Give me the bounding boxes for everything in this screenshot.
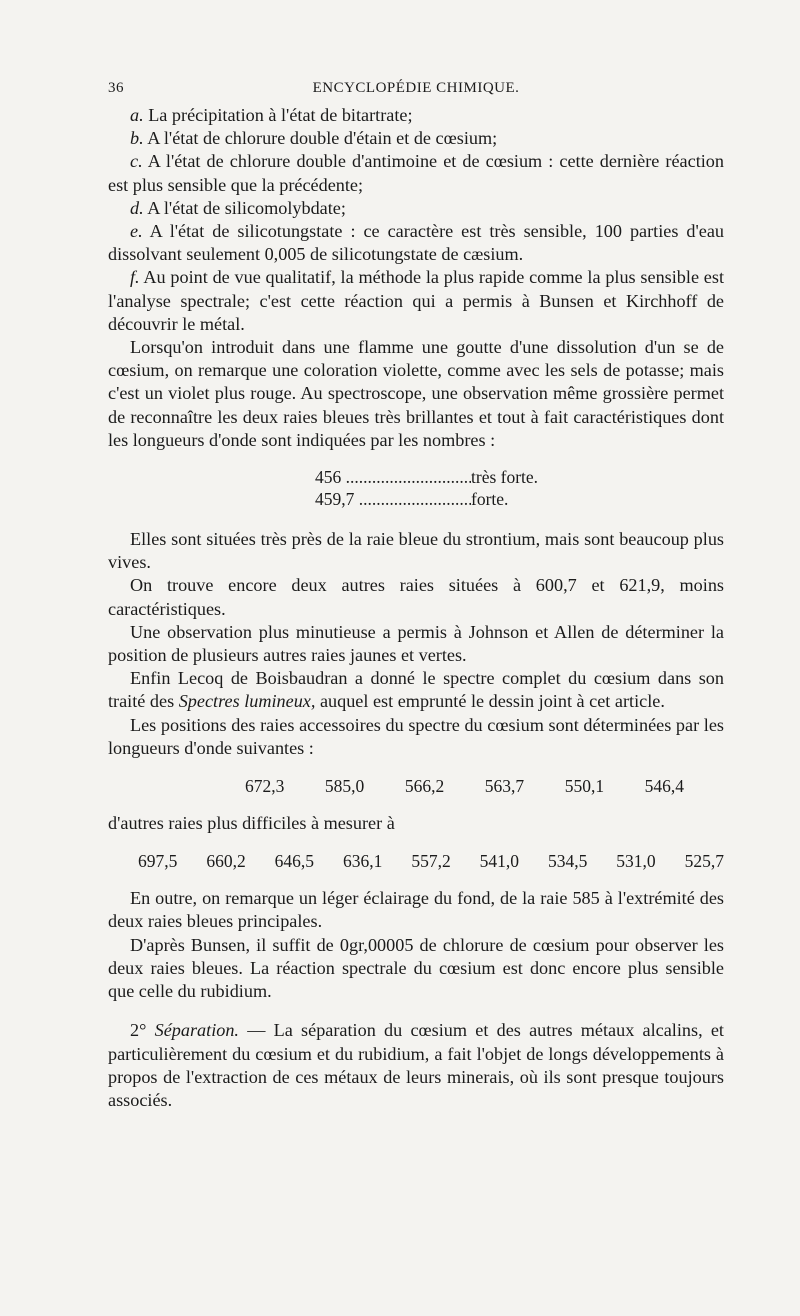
lecoq-text-end: auquel est emprunté le dessin joint à cet article. [315,691,665,712]
list-item-e [108,220,724,266]
list-item-a [108,104,724,127]
page-header [108,76,724,100]
running-title: ENCYCLOPÉDIE CHIMIQUE. [312,80,520,96]
list-label: a. [130,105,144,125]
lecoq-text: Enfin Lecoq de Boisbaudran a donné le spectre complet du cœsium dans son traité des [108,668,724,712]
paragraph-accessory: Les positions des raies accessoires du spectre du cœsium sont déterminées par les longueurs d'onde suivantes : [108,714,724,758]
difficult-wavelength: 557,2 [411,851,451,872]
difficult-wavelength: 646,5 [274,851,315,872]
list-text: A l'état de chlorure double d'étain et de cœsium; [147,128,498,149]
list-text: A l'état de chlorure double d'antimoine et de cœsium : cette dernière réaction est plus sensible que la précédente; [108,151,724,195]
list-label: d. [130,197,144,218]
difficult-wavelength: 531,0 [616,851,656,872]
wavelength-row [315,466,724,488]
list-label: f. [130,267,140,288]
wavelength-table [315,466,724,510]
accessory-wavelength-list [108,774,724,798]
accessory-wavelength: 563,7 [484,776,525,797]
paragraph-separation [108,1019,724,1112]
difficult-wavelength: 541,0 [479,851,520,872]
list-text: A l'état de silicomolybdate; [147,197,346,218]
accessory-wavelength: 546,4 [644,776,684,797]
wavelength-value: 456 ..... [315,466,471,488]
list-item-f [108,266,724,336]
paragraph-two-more: On trouve encore deux autres raies situées à 600,7 et 621,9, moins caractéristiques. [108,575,724,619]
paragraph-illumination: En outre, on remarque un léger éclairage du fond, de la raie 585 à l'extrémité des deux raies bleues principales. [108,888,724,932]
wavelength-intensity: très forte. [471,467,539,488]
difficult-wavelength: 525,7 [684,851,724,872]
paragraph-flame: Lorsqu'on introduit dans une flamme une goutte d'une dissolution d'un se de cœsium, on remarque une coloration violette, comme avec les sels de potasse; mais c'est un violet plus rouge. Au spectroscope, une observation même grossière permet de reconnaître les deux raies bleues très brillantes et tout à fait caractéristiques dont les longueurs d'onde sont indiquées par les nombres : [108,337,724,450]
paragraph-bunsen: D'après Bunsen, il suffit de 0gr,00005 de chlorure de cœsium pour observer les deux raies bleues. La réaction spectrale du cœsium est donc encore plus sensible que celle du rubidium. [108,934,724,1002]
section-title: Séparation. [154,1020,239,1041]
paragraph-lecoq [108,667,724,713]
section-number: 2° [130,1020,155,1041]
list-label: e. [130,221,143,242]
paragraph-strontium: Elles sont situées très près de la raie bleue du strontium, mais sont beaucoup plus vives. [108,529,724,573]
accessory-wavelength: 550,1 [564,776,605,797]
paragraph-johnson: Une observation plus minutieuse a permis à Johnson et Allen de déterminer la position de plusieurs autres raies jaunes et vertes. [108,621,724,666]
page-number: 36 [108,80,124,96]
accessory-wavelength: 672,3 [245,776,285,797]
accessory-wavelength: 566,2 [404,776,445,797]
paragraph-difficult: d'autres raies plus difficiles à mesurer à [108,813,395,834]
list-text: A l'état de silicotungstate : ce caractère est très sensible, 100 parties d'eau dissolvant seulement 0,005 de silicotungstate de cæsium. [108,221,725,265]
difficult-wavelength: 534,5 [547,851,588,872]
difficult-wavelength: 660,2 [206,851,246,872]
list-item-d [108,197,724,220]
difficult-wavelength-list [108,849,724,873]
list-label: c. [130,151,143,172]
list-text: Au point de vue qualitatif, la méthode la plus rapide comme la plus sensible est l'analyse spectrale; c'est cette réaction qui a permis à Bunsen et Kirchhoff de découvrir le métal. [108,267,724,334]
wavelength-row [315,488,724,510]
section-text: — La séparation du cœsium et des autres métaux alcalins, et particulièrement du cœsium et du rubidium, a fait l'objet de longs développements à propos de l'extraction de ces métaux de leurs minerais, où ils sont presque toujours associés. [108,1020,724,1110]
difficult-wavelength: 697,5 [138,851,178,872]
list-item-c [108,150,724,196]
accessory-wavelength: 585,0 [324,776,365,797]
wavelength-value: 459,7 ..... [315,488,471,510]
list-text: La précipitation à l'état de bitartrate; [148,105,413,125]
difficult-wavelength: 636,1 [342,851,383,872]
book-title: Spectres lumineux, [178,691,316,712]
page-body [108,104,724,1112]
list-label: b. [130,128,144,149]
list-item-b [108,127,724,150]
wavelength-intensity: forte. [471,489,509,510]
